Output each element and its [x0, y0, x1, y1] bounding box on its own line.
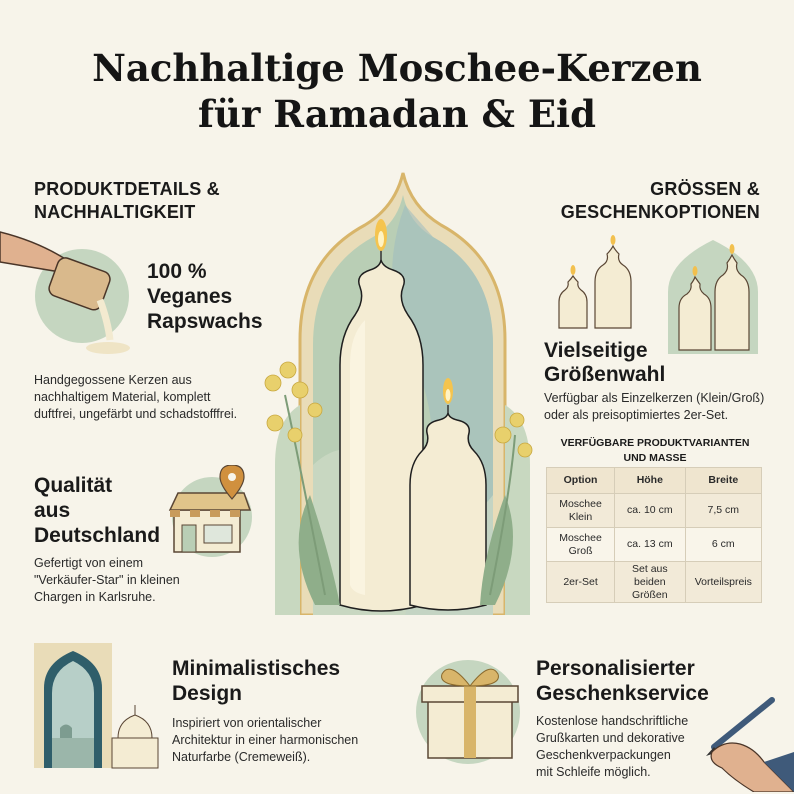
- gift-box-icon: [410, 650, 528, 768]
- table-cell-height: Set aus beiden Größen: [615, 562, 686, 603]
- table-header-option: Option: [547, 468, 615, 494]
- wax-heading-line2: Veganes: [147, 285, 233, 308]
- table-cell-width: 6 cm: [685, 528, 761, 562]
- wax-description-line3: duftfrei, ungefärbt und schadstofffrei.: [34, 407, 238, 421]
- shop-location-icon: [162, 465, 257, 560]
- gift-description-line1: Kostenlose handschriftliche: [536, 714, 689, 728]
- gift-heading-line2: Geschenkservice: [536, 682, 709, 705]
- gift-description-line4: mit Schleife möglich.: [536, 765, 651, 779]
- design-heading-line1: Minimalistisches: [172, 657, 341, 680]
- wax-heading-line1: 100 %: [147, 260, 207, 283]
- table-header-row: [547, 468, 762, 494]
- right-section-header-line1: GRÖSSEN &: [650, 179, 760, 199]
- design-heading-line2: Design: [172, 682, 243, 705]
- table-row: [547, 562, 762, 603]
- quality-heading-line2: aus: [34, 499, 71, 522]
- design-description-line2: Architektur in einer harmonischen: [172, 733, 359, 747]
- gift-heading-line1: Personalisierter: [536, 657, 695, 680]
- table-cell-option: Moschee Klein: [547, 494, 615, 528]
- table-cell-width: Vorteilspreis: [685, 562, 761, 603]
- design-description-line3: Naturfarbe (Cremeweiß).: [172, 750, 311, 764]
- table-cell-height: ca. 13 cm: [615, 528, 686, 562]
- wax-description-line2: nachhaltigem Material, komplett: [34, 390, 211, 404]
- table-cell-option: 2er-Set: [547, 562, 615, 603]
- table-row: [547, 494, 762, 528]
- quality-description-line1: Gefertigt von einem: [34, 556, 144, 570]
- page-title-line2: für Ramadan & Eid: [198, 92, 596, 136]
- gift-description-line2: Grußkarten und dekorative: [536, 731, 685, 745]
- variants-table: [546, 467, 762, 603]
- sizes-description-line1: Verfügbar als Einzelkerzen (Klein/Groß): [544, 391, 765, 405]
- right-section-header-line2: GESCHENKOPTIONEN: [560, 202, 760, 222]
- quality-description-line2: "Verkäufer-Star" in kleinen: [34, 573, 180, 587]
- table-row: [547, 528, 762, 562]
- quality-heading-line3: Deutschland: [34, 524, 161, 547]
- page-title-line1: Nachhaltige Moschee-Kerzen: [92, 46, 702, 90]
- sizes-heading-line1: Vielseitige: [544, 339, 648, 362]
- sizes-heading-line2: Größenwahl: [544, 363, 666, 386]
- table-cell-height: ca. 10 cm: [615, 494, 686, 528]
- hand-pouring-wax-icon: [0, 222, 145, 362]
- arch-icon: [30, 643, 160, 773]
- variants-table-title-line2: UND MASSE: [623, 452, 687, 464]
- design-description-line1: Inspiriert von orientalischer: [172, 716, 322, 730]
- table-cell-width: 7,5 cm: [685, 494, 761, 528]
- wax-heading-line3: Rapswachs: [147, 310, 263, 333]
- left-section-header-line2: NACHHALTIGKEIT: [34, 202, 196, 222]
- hand-writing-pen-icon: [694, 692, 794, 792]
- central-arch-illustration: [255, 165, 550, 615]
- table-header-height: Höhe: [615, 468, 686, 494]
- variants-table-title-line1: VERFÜGBARE PRODUKTVARIANTEN: [560, 437, 750, 449]
- sizes-description-line2: oder als preisoptimiertes 2er-Set.: [544, 408, 729, 422]
- table-header-width: Breite: [685, 468, 761, 494]
- wax-description-line1: Handgegossene Kerzen aus: [34, 373, 192, 387]
- left-section-header-line1: PRODUKTDETAILS &: [34, 179, 220, 199]
- candle-sizes-illustration: [553, 232, 768, 354]
- table-cell-option: Moschee Groß: [547, 528, 615, 562]
- gift-description-line3: Geschenkverpackungen: [536, 748, 671, 762]
- quality-heading-line1: Qualität: [34, 474, 113, 497]
- quality-description-line3: Chargen in Karlsruhe.: [34, 590, 156, 604]
